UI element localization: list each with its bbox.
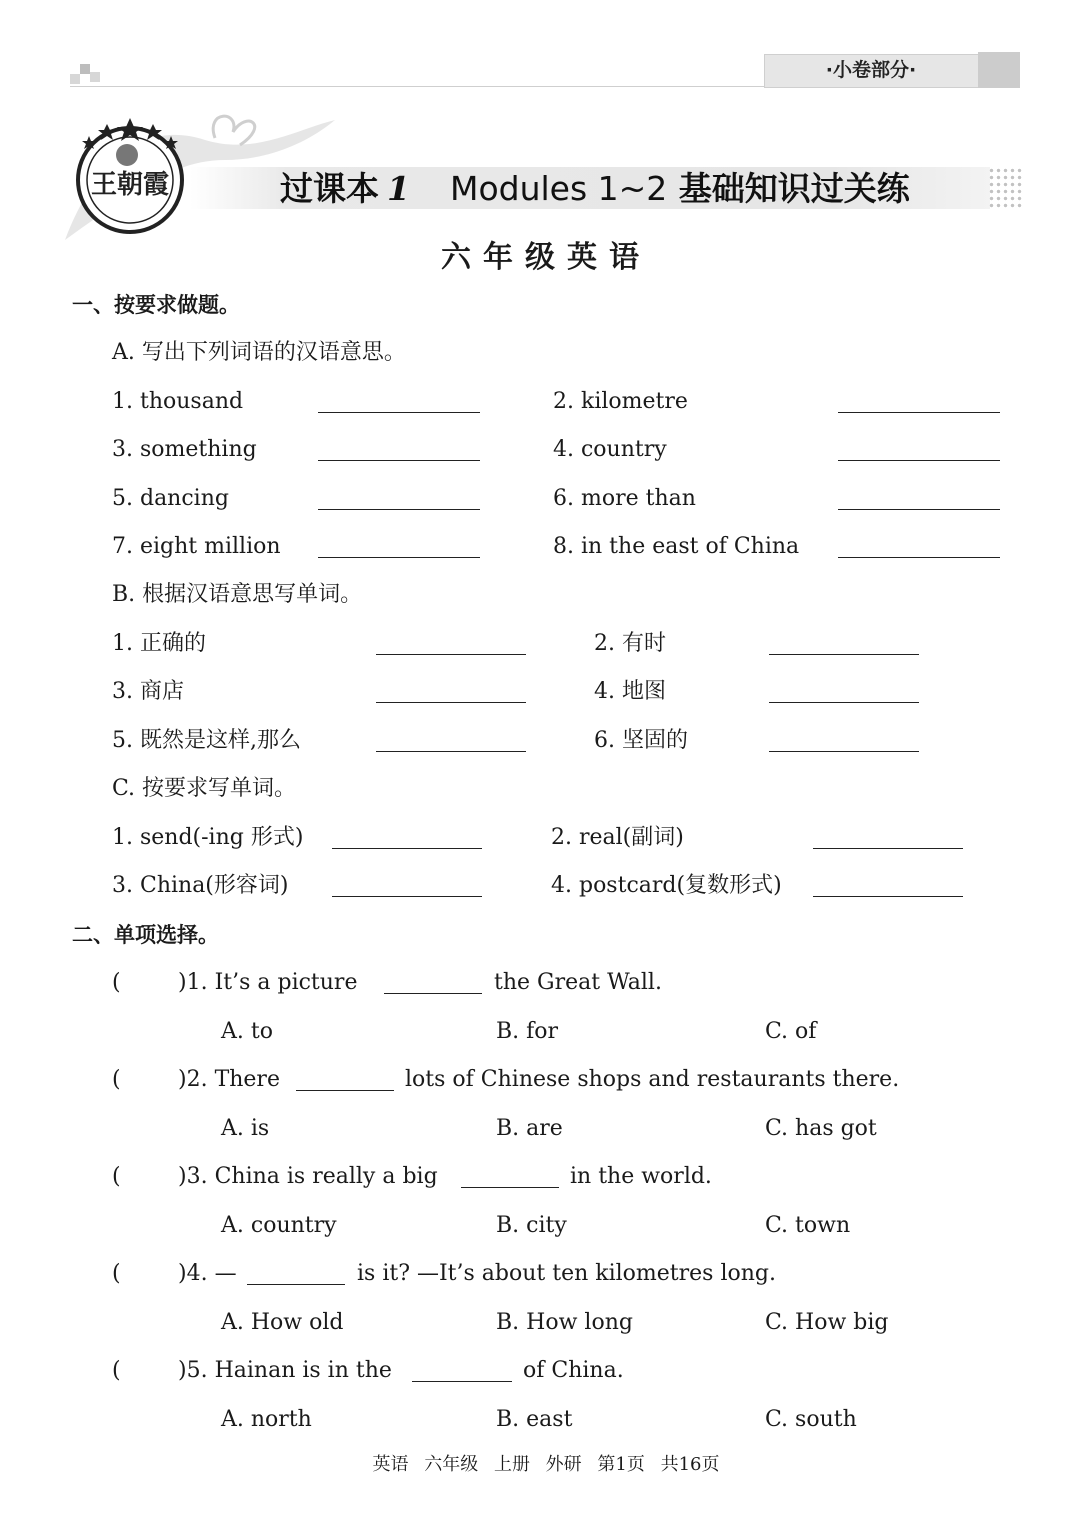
option-c[interactable]: C. How big (765, 1310, 889, 1335)
answer-blank[interactable] (769, 653, 919, 655)
option-a[interactable]: A. is (221, 1116, 270, 1141)
partC-item: 3. China(形容词) (112, 873, 289, 898)
answer-blank[interactable] (838, 411, 1000, 413)
option-a[interactable]: A. to (221, 1019, 273, 1044)
logo-text: 王朝霞 (90, 170, 170, 200)
option-c[interactable]: C. has got (765, 1116, 877, 1141)
answer-blank[interactable] (813, 895, 963, 897)
partB-item: 6. 坚固的 (594, 728, 688, 753)
partA-instruction: A. 写出下列词语的汉语意思。 (112, 340, 406, 365)
question-stem-end: of China. (523, 1358, 624, 1383)
question-stem: )1. It’s a picture (178, 970, 358, 995)
option-b[interactable]: B. for (496, 1019, 559, 1044)
answer-blank[interactable] (376, 653, 526, 655)
answer-paren[interactable]: ( (112, 1164, 121, 1189)
option-b[interactable]: B. are (496, 1116, 563, 1141)
answer-blank[interactable] (769, 750, 919, 752)
section-tag-side (978, 52, 1020, 88)
answer-blank[interactable] (838, 459, 1000, 461)
partA-item: 3. something (112, 437, 257, 462)
title-band-dots (988, 167, 1024, 209)
option-b[interactable]: B. How long (496, 1310, 633, 1335)
question-blank[interactable] (384, 992, 482, 994)
option-c[interactable]: C. town (765, 1213, 851, 1238)
answer-blank[interactable] (332, 847, 482, 849)
answer-paren[interactable]: ( (112, 1358, 121, 1383)
partB-item: 2. 有时 (594, 631, 666, 656)
partC-instruction: C. 按要求写单词。 (112, 776, 297, 801)
partA-item: 7. eight million (112, 534, 281, 559)
question-stem-end: in the world. (570, 1164, 712, 1189)
option-a[interactable]: A. north (221, 1407, 312, 1432)
title-suffix: 基础知识过关练 (678, 169, 910, 208)
option-a[interactable]: A. How old (221, 1310, 344, 1335)
question-blank[interactable] (461, 1186, 559, 1188)
answer-paren[interactable]: ( (112, 1067, 121, 1092)
section-tag: ·小卷部分· (825, 59, 917, 81)
partC-item: 4. postcard(复数形式) (551, 873, 782, 898)
corner-square (80, 64, 90, 74)
partC-item: 1. send(-ing 形式) (112, 825, 304, 850)
answer-blank[interactable] (318, 411, 480, 413)
partA-item: 8. in the east of China (553, 534, 800, 559)
answer-blank[interactable] (376, 701, 526, 703)
partB-item: 4. 地图 (594, 679, 666, 704)
corner-square (90, 72, 100, 82)
section1-heading: 一、按要求做题。 (72, 293, 240, 317)
partA-item: 4. country (553, 437, 667, 462)
page-footer: 英语 六年级 上册 外研 第1页 共16页 (372, 1454, 720, 1475)
question-blank[interactable] (296, 1089, 394, 1091)
answer-blank[interactable] (769, 701, 919, 703)
title-number: 1 (387, 169, 410, 208)
partB-item: 3. 商店 (112, 679, 184, 704)
title-modules: Modules 1~2 (449, 169, 668, 208)
question-blank[interactable] (247, 1283, 345, 1285)
question-stem: )2. There (178, 1067, 280, 1092)
corner-square (70, 74, 80, 84)
partB-item: 1. 正确的 (112, 631, 206, 656)
answer-paren[interactable]: ( (112, 970, 121, 995)
option-a[interactable]: A. country (221, 1213, 337, 1238)
page-title (280, 166, 910, 212)
partC-item: 2. real(副词) (551, 825, 684, 850)
answer-paren[interactable]: ( (112, 1261, 121, 1286)
question-stem: )3. China is really a big (178, 1164, 438, 1189)
answer-blank[interactable] (318, 556, 480, 558)
partA-item: 2. kilometre (553, 389, 688, 414)
option-c[interactable]: C. south (765, 1407, 857, 1432)
partB-item: 5. 既然是这样,那么 (112, 728, 301, 753)
option-b[interactable]: B. east (496, 1407, 573, 1432)
question-stem-end: lots of Chinese shops and restaurants there. (405, 1067, 900, 1092)
partB-instruction: B. 根据汉语意思写单词。 (112, 582, 363, 607)
option-c[interactable]: C. of (765, 1019, 817, 1044)
question-blank[interactable] (412, 1380, 512, 1382)
partA-item: 1. thousand (112, 389, 244, 414)
answer-blank[interactable] (318, 508, 480, 510)
subtitle: 六年级英语 (441, 240, 651, 275)
answer-blank[interactable] (813, 847, 963, 849)
answer-blank[interactable] (838, 556, 1000, 558)
question-stem-end: is it? —It’s about ten kilometres long. (357, 1261, 776, 1286)
question-stem: )5. Hainan is in the (178, 1358, 392, 1383)
question-stem-end: the Great Wall. (494, 970, 662, 995)
section2-heading: 二、单项选择。 (72, 923, 219, 947)
option-b[interactable]: B. city (496, 1213, 567, 1238)
answer-blank[interactable] (838, 508, 1000, 510)
answer-blank[interactable] (332, 895, 482, 897)
question-stem: )4. — (178, 1261, 237, 1286)
partA-item: 6. more than (553, 486, 696, 511)
partA-item: 5. dancing (112, 486, 229, 511)
answer-blank[interactable] (376, 750, 526, 752)
answer-blank[interactable] (318, 459, 480, 461)
title-prefix: 过课本 (280, 169, 379, 208)
heart-ribbon-decoration (213, 116, 254, 145)
